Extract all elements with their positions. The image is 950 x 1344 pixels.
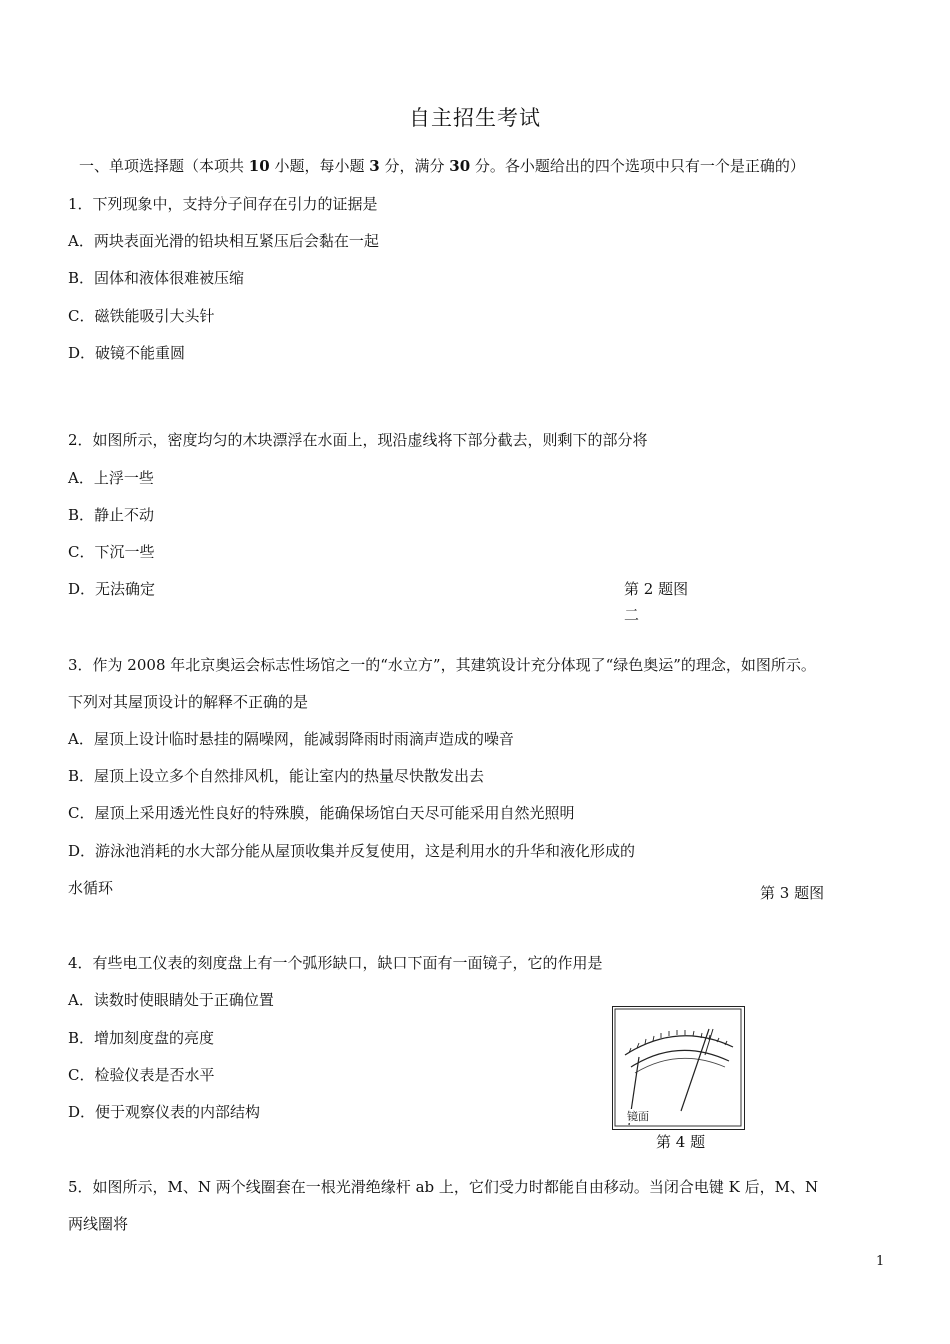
q3-option-a: A．屋顶上设计临时悬挂的隔噪网，能减弱降雨时雨滴声造成的噪音: [68, 730, 514, 748]
section-prefix: 一、单项选择题（本项共: [79, 157, 245, 175]
q3-figure-caption: 第 3 题图: [760, 884, 825, 902]
q3-option-d-line1: D．游泳池消耗的水大部分能从屋顶收集并反复使用，这是利用水的升华和液化形成的: [68, 842, 636, 860]
q1-stem: 1．下列现象中，支持分子间存在引力的证据是: [68, 195, 378, 213]
mirror-label: 镜面: [627, 1110, 649, 1123]
q4-option-d: D．便于观察仪表的内部结构: [68, 1103, 261, 1121]
section-heading: [79, 155, 805, 176]
q4-figure-caption: 第 4 题: [656, 1133, 706, 1151]
q3-stem-line2: 下列对其屋顶设计的解释不正确的是: [68, 693, 309, 711]
q2-option-b: B．静止不动: [68, 506, 155, 524]
q2-option-c: C．下沉一些: [68, 543, 155, 561]
q2-option-a: A．上浮一些: [68, 469, 154, 487]
q2-stem: 2．如图所示，密度均匀的木块漂浮在水面上，现沿虚线将下部分截去，则剩下的部分将: [68, 431, 648, 449]
q5-stem-line2: 两线圈将: [68, 1215, 129, 1233]
q4-meter-figure: [612, 1006, 745, 1130]
q1-option-d: D．破镜不能重圆: [68, 344, 186, 362]
q1-option-a: A．两块表面光滑的铅块相互紧压后会黏在一起: [68, 232, 379, 250]
points-each: 3: [369, 157, 380, 175]
q5-stem-line1: 5．如图所示，M、N 两个线圈套在一根光滑绝缘杆 ab 上，它们受力时都能自由移动。当闭合电键 K 后，M、N: [68, 1178, 819, 1196]
q3-option-b: B．屋顶上设立多个自然排风机，能让室内的热量尽快散发出去: [68, 767, 485, 785]
question-count: 10: [248, 157, 270, 175]
section-suffix: 分。各小题给出的四个选项中只有一个是正确的）: [474, 157, 805, 175]
q1-option-b: B．固体和液体很难被压缩: [68, 269, 245, 287]
points-total: 30: [449, 157, 471, 175]
q3-option-d-line2: 水循环: [68, 879, 114, 897]
q2-figure-caption-extra: 二: [624, 606, 640, 624]
q3-stem-line1: 3．作为 2008 年北京奥运会标志性场馆之一的“水立方”，其建筑设计充分体现了“绿色奥运”的理念，如图所示。: [68, 656, 816, 674]
q4-stem: 4．有些电工仪表的刻度盘上有一个弧形缺口，缺口下面有一面镜子，它的作用是: [68, 954, 603, 972]
page-number: 1: [876, 1254, 885, 1269]
section-mid1: 小题，每小题: [274, 157, 365, 175]
q4-option-b: B．增加刻度盘的亮度: [68, 1029, 215, 1047]
q2-figure-caption: 第 2 题图: [624, 580, 689, 598]
section-mid2: 分，满分: [384, 157, 445, 175]
page-title: 自主招生考试: [409, 106, 541, 130]
q4-option-c: C．检验仪表是否水平: [68, 1066, 215, 1084]
q4-option-a: A．读数时使眼睛处于正确位置: [68, 991, 274, 1009]
q3-option-c: C．屋顶上采用透光性良好的特殊膜，能确保场馆白天尽可能采用自然光照明: [68, 804, 575, 822]
q2-option-d: D．无法确定: [68, 580, 156, 598]
q1-option-c: C．磁铁能吸引大头针: [68, 307, 215, 325]
